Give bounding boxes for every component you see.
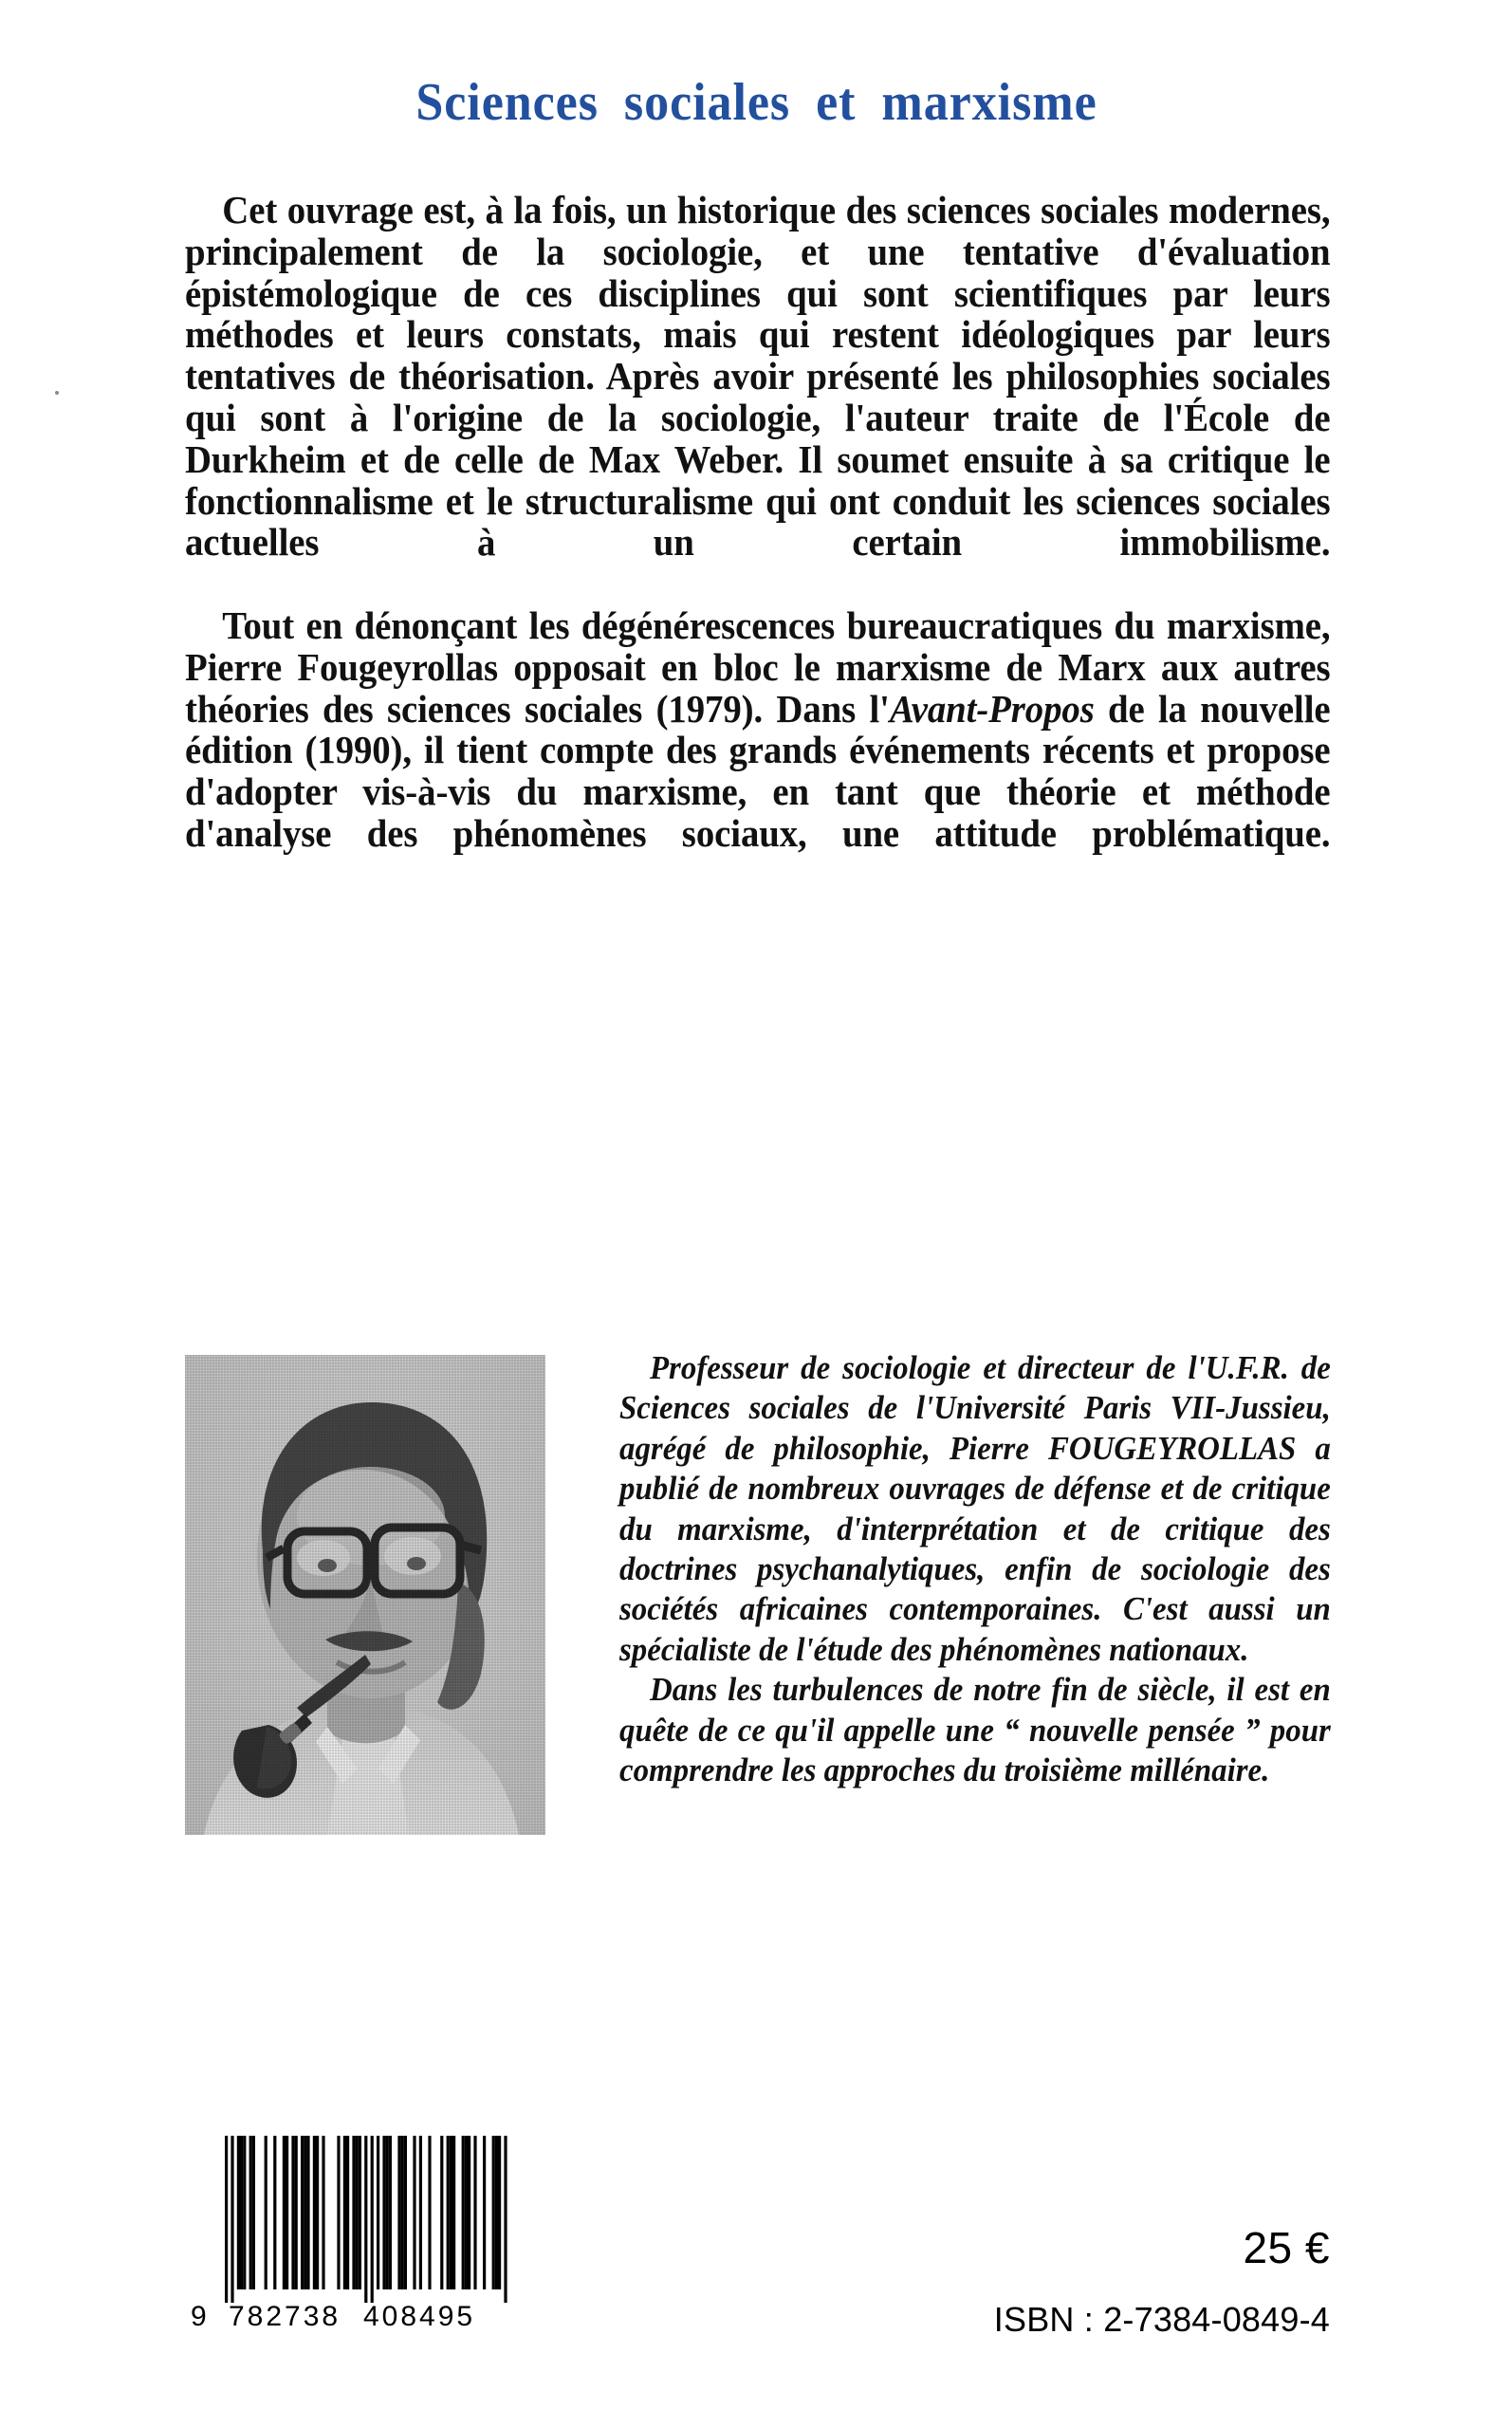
author-bio-paragraph-1: Professeur de sociologie et directeur de l'U.F.R. de Sciences sociales de l'Université Paris VII-Jussieu, agrégé de philosophie, Pierre FOUGEYROLLAS a publié de nombreux ouvrages de défense et de critique du marxisme, d'interprétation et de critique des doctrines psychanalytiques, enfin de sociologie des sociétés africaines contemporaines. C'est aussi un spécialiste de l'étude des phénomènes nationaux. [619, 1349, 1331, 1668]
svg-text:9: 9 [191, 2301, 207, 2332]
blurb-paragraph-2: Tout en dénonçant les dégénérescences bureaucratiques du marxisme, Pierre Fougeyrollas opposait en bloc le marxisme de Marx aux autres théories des sciences sociales (1979). Dans l'Avant-Propos de la nouvelle édition (1990), il tient compte des grands événements récents et propose d'adopter vis-à-vis du marxisme, en tant que théorie et méthode d'analyse des phénomènes sociaux, une attitude problématique. [185, 602, 1331, 855]
author-portrait-photo [185, 1355, 545, 1835]
svg-text:782738: 782738 [229, 2301, 341, 2332]
author-bio-paragraph-2: Dans les turbulences de notre fin de siècle, il est en quête de ce qu'il appelle une “ nouvelle pensée ” pour comprendre les approches du troisième millénaire. [619, 1671, 1331, 1789]
print-speck-artifact [55, 391, 59, 395]
blurb-paragraph-1: Cet ouvrage est, à la fois, un historique des sciences sociales modernes, principalement de la sociologie, et une tentative d'évaluation épistémologique de ces disciplines qui sont scientifiques par leurs méthodes et leurs constats, mais qui restent idéologiques par leurs tentatives de théorisation. Après avoir présenté les philosophies sociales qui sont à l'origine de la sociologie, l'auteur traite de l'École de Durkheim et de celle de Max Weber. Il soumet ensuite à sa critique le fonctionnalisme et le structuralisme qui ont conduit les sciences sociales actuelles à un certain immobilisme. [185, 188, 1331, 565]
author-biography [619, 1348, 1330, 1790]
svg-text:408495: 408495 [363, 2301, 476, 2332]
book-blurb [185, 190, 1330, 897]
price-label: 25 € [1243, 2223, 1330, 2272]
ean13-barcode [185, 2128, 507, 2333]
isbn-label: ISBN : 2-7384-0849-4 [993, 2300, 1330, 2339]
page-title: Sciences sociales et marxisme [415, 72, 1097, 132]
